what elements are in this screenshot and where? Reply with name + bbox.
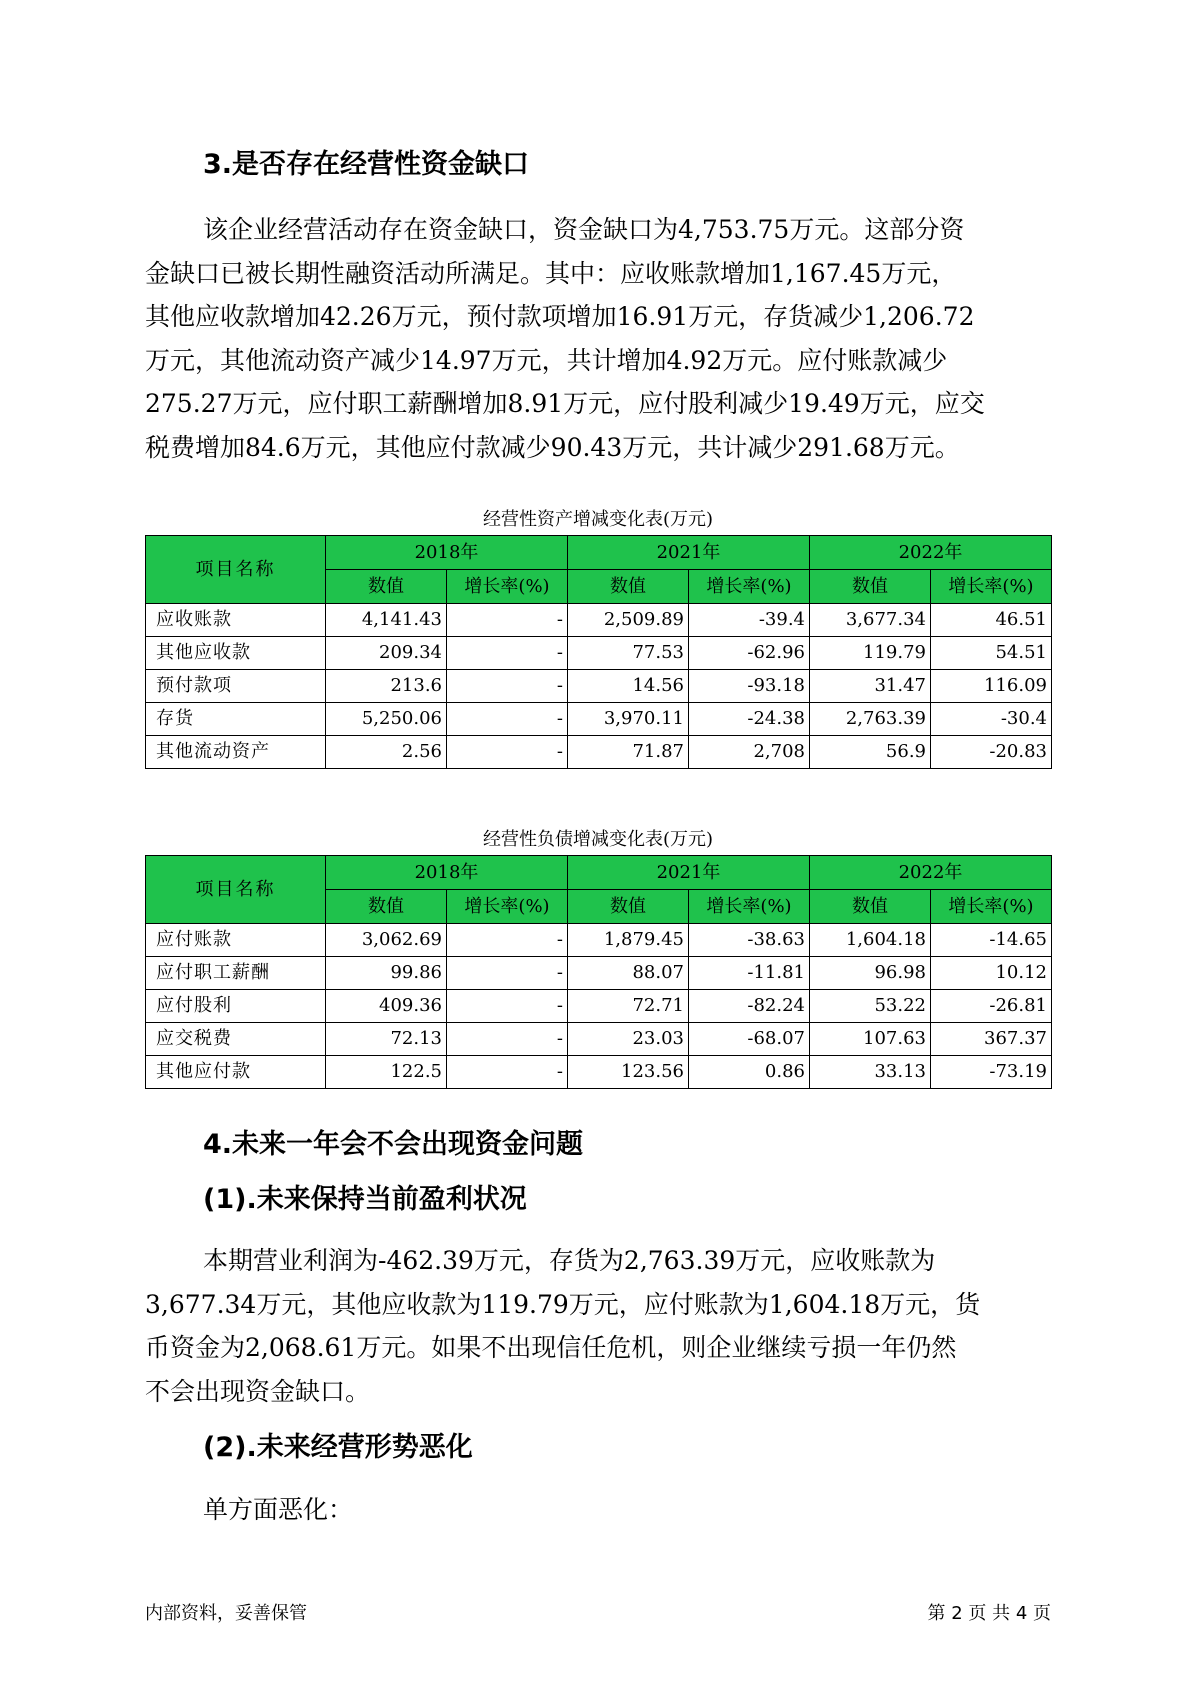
table-cell: 213.6	[326, 670, 447, 703]
row-label: 应交税费	[146, 1023, 326, 1056]
paragraph-line: 万元，其他流动资产减少14.97万元，共计增加4.92万元。应付账款减少	[145, 345, 948, 375]
table-cell: -93.18	[689, 670, 810, 703]
section-3-paragraph	[145, 208, 1055, 469]
table-header-row	[146, 856, 1052, 890]
table-cell: 3,970.11	[568, 703, 689, 736]
assets-table-caption: 经营性资产增减变化表(万元)	[482, 509, 714, 530]
table-cell: -	[447, 957, 568, 990]
table-cell: 14.56	[568, 670, 689, 703]
growth-rate-header: 增长率(%)	[447, 570, 568, 604]
section-4-heading: 4.未来一年会不会出现资金问题	[203, 1129, 584, 1160]
table-cell: -	[447, 736, 568, 769]
table-cell: -26.81	[931, 990, 1052, 1023]
table-row	[146, 957, 1052, 990]
table-row	[146, 924, 1052, 957]
table-cell: 2.56	[326, 736, 447, 769]
subsection-2-heading: (2).未来经营形势恶化	[203, 1432, 473, 1463]
year-header: 2022年	[810, 536, 1052, 570]
table-cell: -82.24	[689, 990, 810, 1023]
table-cell: 54.51	[931, 637, 1052, 670]
row-label: 应付股利	[146, 990, 326, 1023]
table-cell: 2,763.39	[810, 703, 931, 736]
footer-page-number: 第 2 页 共 4 页	[927, 1603, 1051, 1624]
liabilities-table-caption: 经营性负债增减变化表(万元)	[482, 829, 714, 850]
paragraph-line: 275.27万元，应付职工薪酬增加8.91万元，应付股利减少19.49万元，应交	[145, 389, 985, 418]
table-cell: 88.07	[568, 957, 689, 990]
value-header: 数值	[568, 570, 689, 604]
year-header: 2021年	[568, 856, 810, 890]
row-label: 应付账款	[146, 924, 326, 957]
item-name-header: 项目名称	[146, 856, 326, 924]
year-header: 2021年	[568, 536, 810, 570]
row-label: 其他应收款	[146, 637, 326, 670]
table-cell: -	[447, 604, 568, 637]
table-cell: -68.07	[689, 1023, 810, 1056]
table-cell: 116.09	[931, 670, 1052, 703]
operating-liabilities-table	[145, 855, 1052, 1089]
table-cell: 107.63	[810, 1023, 931, 1056]
table-cell: 77.53	[568, 637, 689, 670]
growth-rate-header: 增长率(%)	[931, 570, 1052, 604]
table-cell: 409.36	[326, 990, 447, 1023]
table-row	[146, 736, 1052, 769]
table-cell: 99.86	[326, 957, 447, 990]
table-row	[146, 670, 1052, 703]
year-header: 2018年	[326, 536, 568, 570]
value-header: 数值	[810, 570, 931, 604]
value-header: 数值	[326, 570, 447, 604]
table-cell: -20.83	[931, 736, 1052, 769]
row-label: 存货	[146, 703, 326, 736]
paragraph-line: 单方面恶化：	[203, 1495, 354, 1524]
table-cell: -	[447, 990, 568, 1023]
year-header: 2018年	[326, 856, 568, 890]
table-cell: -	[447, 637, 568, 670]
table-cell: 56.9	[810, 736, 931, 769]
table-cell: -62.96	[689, 637, 810, 670]
paragraph-line: 金缺口已被长期性融资活动所满足。其中：应收账款增加1,167.45万元，	[145, 258, 957, 288]
section-3-heading: 3.是否存在经营性资金缺口	[203, 149, 530, 180]
footer-confidential-note: 内部资料，妥善保管	[145, 1603, 307, 1624]
table-cell: -	[447, 924, 568, 957]
table-cell: -38.63	[689, 924, 810, 957]
table-cell: -	[447, 703, 568, 736]
table-cell: -11.81	[689, 957, 810, 990]
table-cell: 72.71	[568, 990, 689, 1023]
paragraph-line: 该企业经营活动存在资金缺口，资金缺口为4,753.75万元。这部分资	[203, 215, 965, 244]
table-cell: 5,250.06	[326, 703, 447, 736]
table-cell: 4,141.43	[326, 604, 447, 637]
row-label: 其他流动资产	[146, 736, 326, 769]
table-cell: 0.86	[689, 1056, 810, 1089]
subsection-2-paragraph	[145, 1488, 1055, 1532]
table-cell: 96.98	[810, 957, 931, 990]
table-cell: -73.19	[931, 1056, 1052, 1089]
table-row	[146, 1023, 1052, 1056]
table-cell: -39.4	[689, 604, 810, 637]
row-label: 应付职工薪酬	[146, 957, 326, 990]
table-cell: 23.03	[568, 1023, 689, 1056]
growth-rate-header: 增长率(%)	[931, 890, 1052, 924]
table-cell: 367.37	[931, 1023, 1052, 1056]
growth-rate-header: 增长率(%)	[689, 570, 810, 604]
table-cell: -24.38	[689, 703, 810, 736]
table-cell: 31.47	[810, 670, 931, 703]
row-label: 预付款项	[146, 670, 326, 703]
row-label: 应收账款	[146, 604, 326, 637]
table-cell: 1,879.45	[568, 924, 689, 957]
year-header: 2022年	[810, 856, 1052, 890]
table-row	[146, 604, 1052, 637]
paragraph-line: 本期营业利润为-462.39万元，存货为2,763.39万元，应收账款为	[203, 1246, 936, 1275]
paragraph-line: 币资金为2,068.61万元。如果不出现信任危机，则企业继续亏损一年仍然	[145, 1333, 957, 1362]
growth-rate-header: 增长率(%)	[689, 890, 810, 924]
paragraph-line: 税费增加84.6万元，其他应付款减少90.43万元，共计减少291.68万元。	[145, 432, 960, 462]
subsection-1-paragraph	[145, 1239, 1055, 1413]
value-header: 数值	[326, 890, 447, 924]
paragraph-line: 不会出现资金缺口。	[145, 1376, 371, 1406]
growth-rate-header: 增长率(%)	[447, 890, 568, 924]
table-cell: 3,062.69	[326, 924, 447, 957]
table-cell: 2,509.89	[568, 604, 689, 637]
table-cell: 71.87	[568, 736, 689, 769]
table-header-row	[146, 536, 1052, 570]
subsection-1-heading: (1).未来保持当前盈利状况	[203, 1184, 527, 1215]
table-cell: 72.13	[326, 1023, 447, 1056]
paragraph-line: 3,677.34万元，其他应收款为119.79万元，应付账款为1,604.18万元，货	[145, 1289, 981, 1319]
table-cell: 10.12	[931, 957, 1052, 990]
table-cell: -30.4	[931, 703, 1052, 736]
table-cell: 33.13	[810, 1056, 931, 1089]
table-cell: -	[447, 1056, 568, 1089]
operating-assets-table	[145, 535, 1052, 769]
table-cell: 122.5	[326, 1056, 447, 1089]
table-cell: 3,677.34	[810, 604, 931, 637]
table-row	[146, 703, 1052, 736]
table-cell: -14.65	[931, 924, 1052, 957]
table-cell: 209.34	[326, 637, 447, 670]
table-cell: -	[447, 1023, 568, 1056]
table-row	[146, 1056, 1052, 1089]
table-cell: 1,604.18	[810, 924, 931, 957]
item-name-header: 项目名称	[146, 536, 326, 604]
table-cell: 46.51	[931, 604, 1052, 637]
value-header: 数值	[810, 890, 931, 924]
table-cell: 123.56	[568, 1056, 689, 1089]
table-cell: -	[447, 670, 568, 703]
table-row	[146, 990, 1052, 1023]
paragraph-line: 其他应收款增加42.26万元，预付款项增加16.91万元，存货减少1,206.72	[145, 302, 975, 331]
table-cell: 119.79	[810, 637, 931, 670]
row-label: 其他应付款	[146, 1056, 326, 1089]
table-cell: 53.22	[810, 990, 931, 1023]
table-row	[146, 637, 1052, 670]
table-cell: 2,708	[689, 736, 810, 769]
value-header: 数值	[568, 890, 689, 924]
